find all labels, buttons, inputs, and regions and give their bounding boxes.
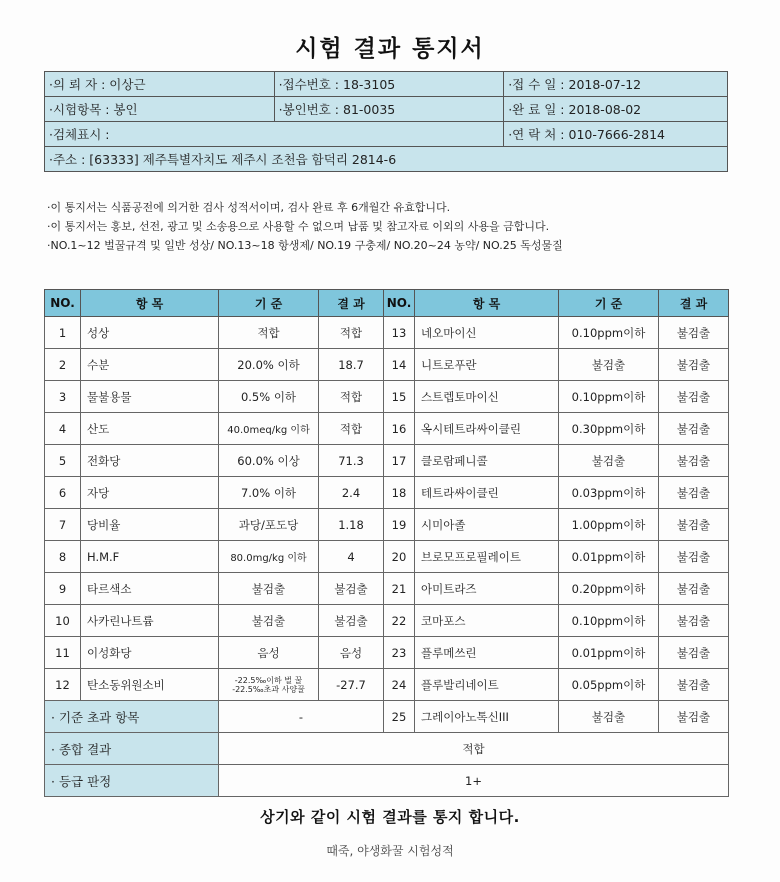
row-result: 불검출: [659, 317, 729, 349]
row-result: 불검출: [659, 669, 729, 701]
row-item: 자당: [81, 477, 219, 509]
row-item: 탄소동위원소비: [81, 669, 219, 701]
row-result: 불검출: [659, 349, 729, 381]
table-row: [45, 445, 729, 477]
row-item: 테트라싸이클린: [415, 477, 559, 509]
table-row: [45, 349, 729, 381]
row-no: 11: [45, 637, 81, 669]
row-standard: 80.0mg/kg 이하: [219, 541, 319, 573]
row-result: 불검출: [659, 381, 729, 413]
row-result: 불검출: [319, 573, 384, 605]
row-item: H.M.F: [81, 541, 219, 573]
row-result: 71.3: [319, 445, 384, 477]
requester-info-table: [44, 71, 728, 172]
row-standard: 0.5% 이하: [219, 381, 319, 413]
row-standard: 40.0meq/kg 이하: [219, 413, 319, 445]
table-row: [45, 381, 729, 413]
header-result: 결 과: [319, 290, 384, 317]
row-standard: 적합: [219, 317, 319, 349]
row-item: 성상: [81, 317, 219, 349]
grade-value: 1+: [219, 765, 729, 797]
row-result: 적합: [319, 413, 384, 445]
row-no: 4: [45, 413, 81, 445]
row-no: 2: [45, 349, 81, 381]
header-item: 항 목: [415, 290, 559, 317]
row-standard: 불검출: [559, 445, 659, 477]
row-no: 20: [384, 541, 415, 573]
row-standard: 0.10ppm이하: [559, 605, 659, 637]
row-standard: 불검출: [559, 701, 659, 733]
table-row: [45, 669, 729, 701]
row-result: 불검출: [659, 541, 729, 573]
row-no: 15: [384, 381, 415, 413]
row-item: 당비율: [81, 509, 219, 541]
row-standard: 1.00ppm이하: [559, 509, 659, 541]
notice-notes: [47, 198, 563, 255]
row-no: 10: [45, 605, 81, 637]
row-item: 사카린나트륨: [81, 605, 219, 637]
row-standard: [219, 669, 319, 701]
row-item: 클로람페니콜: [415, 445, 559, 477]
row-standard: 불검출: [559, 349, 659, 381]
row-item: 이성화당: [81, 637, 219, 669]
info-row: [45, 72, 728, 97]
row-no: 17: [384, 445, 415, 477]
row-item: 플루메쓰린: [415, 637, 559, 669]
row-result: 불검출: [659, 509, 729, 541]
info-row: [45, 147, 728, 172]
row-no: 5: [45, 445, 81, 477]
row-no: 25: [384, 701, 415, 733]
table-row: [45, 477, 729, 509]
address-field: ·주소 : [63333] 제주특별자치도 제주시 조천읍 함덕리 2814-6: [45, 147, 728, 172]
closing-statement: 상기와 같이 시험 결과를 통지 합니다.: [260, 808, 520, 826]
table-row: [45, 317, 729, 349]
row-no: 14: [384, 349, 415, 381]
row-result: 불검출: [659, 637, 729, 669]
row-item: 타르색소: [81, 573, 219, 605]
table-row: [45, 509, 729, 541]
row-no: 3: [45, 381, 81, 413]
row-result: 4: [319, 541, 384, 573]
results-header-row: [45, 290, 729, 317]
row-standard: 불검출: [219, 605, 319, 637]
row-no: 9: [45, 573, 81, 605]
row-item: 스트렙토마이신: [415, 381, 559, 413]
row-item: 산도: [81, 413, 219, 445]
row-item: 전화당: [81, 445, 219, 477]
row-standard: 0.01ppm이하: [559, 637, 659, 669]
row-standard: 0.01ppm이하: [559, 541, 659, 573]
requester-field: ·의 뢰 자 : 이상근: [45, 72, 275, 97]
row-item: 그레이아노톡신III: [415, 701, 559, 733]
header-no: NO.: [384, 290, 415, 317]
sample-label-field: ·검체표시 :: [45, 122, 504, 147]
completion-date-field: ·완 료 일 : 2018-08-02: [504, 97, 728, 122]
row-no: 8: [45, 541, 81, 573]
info-row: [45, 122, 728, 147]
overall-result-value: 적합: [219, 733, 729, 765]
row-result: -27.7: [319, 669, 384, 701]
row-no: 6: [45, 477, 81, 509]
row-item: 브로모프로필레이트: [415, 541, 559, 573]
row-standard: 20.0% 이하: [219, 349, 319, 381]
row-item: 네오마이신: [415, 317, 559, 349]
row-no: 13: [384, 317, 415, 349]
row-result: 불검출: [319, 605, 384, 637]
row-no: 1: [45, 317, 81, 349]
note-line: ·NO.1~12 벌꿀규격 및 일반 성상/ NO.13~18 항생제/ NO.19 구충제/ NO.20~24 농약/ NO.25 독성물질: [47, 239, 563, 252]
row-item: 물불용물: [81, 381, 219, 413]
row-no: 21: [384, 573, 415, 605]
row-result: 18.7: [319, 349, 384, 381]
standard-line-honey: -22.5‰이하 벌 꿀: [234, 675, 303, 685]
row-no: 18: [384, 477, 415, 509]
header-standard: 기 준: [219, 290, 319, 317]
row-standard: 60.0% 이상: [219, 445, 319, 477]
row-standard: 0.10ppm이하: [559, 381, 659, 413]
exceed-row: [45, 701, 729, 733]
table-row: [45, 413, 729, 445]
row-no: 22: [384, 605, 415, 637]
row-no: 12: [45, 669, 81, 701]
header-standard: 기 준: [559, 290, 659, 317]
row-result: 2.4: [319, 477, 384, 509]
row-standard: 0.05ppm이하: [559, 669, 659, 701]
overall-result-row: [45, 733, 729, 765]
table-row: [45, 637, 729, 669]
receipt-date-field: ·접 수 일 : 2018-07-12: [504, 72, 728, 97]
row-no: 19: [384, 509, 415, 541]
row-result: 불검출: [659, 477, 729, 509]
row-result: 불검출: [659, 605, 729, 637]
row-item: 옥시테트라싸이클린: [415, 413, 559, 445]
row-standard: 과당/포도당: [219, 509, 319, 541]
row-result: 적합: [319, 381, 384, 413]
header-result: 결 과: [659, 290, 729, 317]
row-result: 불검출: [659, 701, 729, 733]
test-results-table: [44, 289, 729, 797]
row-standard: 0.03ppm이하: [559, 477, 659, 509]
document-title: 시험 결과 통지서: [295, 36, 485, 62]
row-result: 1.18: [319, 509, 384, 541]
row-item: 시미아졸: [415, 509, 559, 541]
image-caption: 때죽, 야생화꿀 시험성적: [326, 844, 454, 858]
row-result: 음성: [319, 637, 384, 669]
grade-label: · 등급 판정: [45, 765, 219, 797]
row-result: 적합: [319, 317, 384, 349]
row-item: 플루발리네이트: [415, 669, 559, 701]
row-item: 코마포스: [415, 605, 559, 637]
seal-number-field: ·봉인번호 : 81-0035: [274, 97, 504, 122]
row-result: 불검출: [659, 413, 729, 445]
row-result: 불검출: [659, 445, 729, 477]
test-item-field: ·시험항목 : 봉인: [45, 97, 275, 122]
row-no: 16: [384, 413, 415, 445]
row-no: 24: [384, 669, 415, 701]
exceed-value: -: [219, 701, 384, 733]
row-no: 7: [45, 509, 81, 541]
row-item: 수분: [81, 349, 219, 381]
note-line: ·이 통지서는 식품공전에 의거한 검사 성적서이며, 검사 완료 후 6개월간 유효합니다.: [47, 201, 451, 214]
info-row: [45, 97, 728, 122]
row-standard: 불검출: [219, 573, 319, 605]
row-item: 아미트라즈: [415, 573, 559, 605]
row-standard: 음성: [219, 637, 319, 669]
row-item: 니트로푸란: [415, 349, 559, 381]
note-line: ·이 통지서는 홍보, 선전, 광고 및 소송용으로 사용할 수 없으며 납품 및 참고자료 이외의 사용을 금합니다.: [47, 220, 550, 233]
header-item: 항 목: [81, 290, 219, 317]
row-standard: 0.30ppm이하: [559, 413, 659, 445]
row-standard: 0.20ppm이하: [559, 573, 659, 605]
grade-row: [45, 765, 729, 797]
row-standard: 7.0% 이하: [219, 477, 319, 509]
receipt-number-field: ·접수번호 : 18-3105: [274, 72, 504, 97]
table-row: [45, 573, 729, 605]
row-standard: 0.10ppm이하: [559, 317, 659, 349]
row-result: 불검출: [659, 573, 729, 605]
header-no: NO.: [45, 290, 81, 317]
row-no: 23: [384, 637, 415, 669]
standard-line-feed-honey: -22.5‰초과 사양꿀: [232, 684, 305, 694]
contact-field: ·연 락 처 : 010-7666-2814: [504, 122, 728, 147]
overall-result-label: · 종합 결과: [45, 733, 219, 765]
table-row: [45, 541, 729, 573]
exceed-label: · 기준 초과 항목: [45, 701, 219, 733]
table-row: [45, 605, 729, 637]
